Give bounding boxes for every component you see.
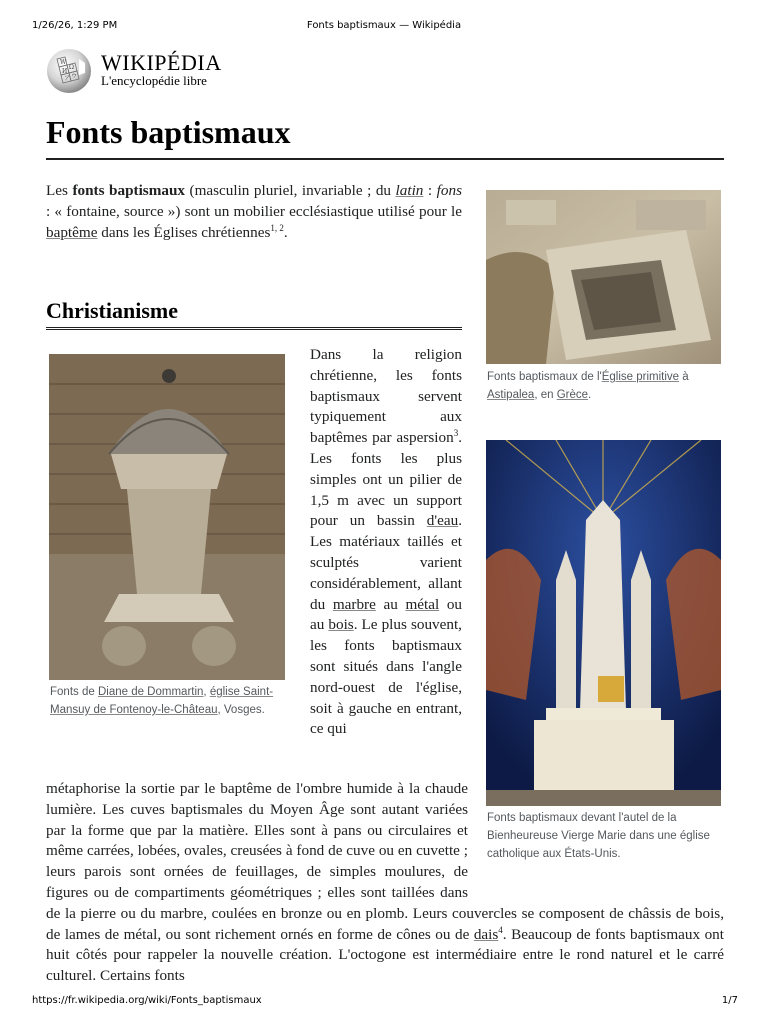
body-text: . Beaucoup de fonts baptismaux ont huit côtés pour rappeler la nouvelle création. L'octogone est intermédiaire entre le rond naturel et le carré culturel. Certains fonts [46,925,724,985]
wikipedia-tagline: L'encyclopédie libre [101,73,207,88]
link-latin[interactable]: latin [395,182,424,199]
float-spacer [468,779,724,883]
svg-text:W: W [60,59,67,66]
print-tab-title: Fonts baptismaux — Wikipédia [306,20,462,31]
svg-text:Ω: Ω [69,64,74,71]
figure-altar-image[interactable] [486,440,721,806]
svg-text:ア: ア [64,75,71,82]
caption-text: à [679,371,689,383]
intro-text: . [283,223,288,241]
section-divider [46,327,462,330]
caption-text: . [588,389,592,401]
col-text: au [375,595,406,613]
caption-text: Fonts de [50,686,98,698]
wikipedia-wordmark[interactable]: WIKIPÉDIA [101,50,222,75]
figure-dommartin-image[interactable] [49,354,285,680]
intro-text: : « fontaine, source ») sont un mobilier ecclésiastique utilisé pour le [46,202,462,220]
intro-text: Les [46,182,73,199]
link-dais[interactable]: dais [473,925,499,943]
link-marbre[interactable]: marbre [332,595,376,613]
link-metal[interactable]: métal [405,595,440,613]
figure-astipalea-caption [487,368,722,404]
intro-fons: fons [436,182,462,199]
caption-text: , [203,686,210,698]
col-text: . Le plus souvent, les fonts baptismaux sont situés dans l'angle nord-ouest de l'église, soit à gauche en entrant, ce qui [310,616,462,738]
print-url: https://fr.wikipedia.org/wiki/Fonts_baptismaux [32,995,262,1006]
figure-altar-caption: Fonts baptismaux devant l'autel de la Bienheureuse Vierge Marie dans une église catholique aux États-Unis. [487,812,710,860]
body-text: métaphorise la sortie par le baptême de l'ombre humide à la chaude lumière. Les cuves baptismales du Moyen Âge sont autant variées par la forme que par la matière. Elles sont à pans ou circulaires et même carrées, lobées, ovales, creusées à fond de cuve ou en cuvette ; leurs parois sont ornées de feuillages, de simples moulures, de figures ou de compartiments géométriques ; elles sont taillées dans de la pierre ou du marbre, coulées en bronze ou en plomb. Leurs couvercles se composent de châssis de bois, de lames de métal, ou sont richement ornés en forme de cônes ou de [46,780,724,943]
caption-text: , Vosges. [217,704,265,716]
svg-text:ウ: ウ [71,73,78,80]
page-title: Fonts baptismaux [46,114,291,150]
link-eau[interactable]: d'eau [426,512,459,530]
intro-bold-term: fonts baptismaux [72,182,185,199]
svg-text:И: И [62,68,68,75]
figure-astipalea-image[interactable] [486,190,721,364]
col-text: ou au [310,595,463,634]
ref-4[interactable]: 4 [498,924,503,935]
link-astipalea[interactable]: Astipalea [487,389,535,401]
intro-paragraph [46,181,462,243]
col-text: . Les fonts les plus simples ont un pilier de 1,5 m avec un support pour un bassin [310,429,462,530]
link-eglise-saint-mansuy[interactable]: église Saint-Mansuy de Fontenoy-le-Château [50,686,274,716]
col-text: . Les matériaux taillés et sculptés varient considérablement, allant du [310,512,462,613]
section-column-paragraph [310,345,462,740]
intro-text: (masculin pluriel, invariable ; du [185,182,396,199]
link-eglise-primitive[interactable]: Église primitive [601,371,680,383]
figure-dommartin-caption [50,683,286,719]
link-grece[interactable]: Grèce [556,389,589,401]
intro-text: dans les Églises chrétiennes [97,223,271,241]
intro-text: : [423,182,437,199]
link-bois[interactable]: bois [328,616,354,634]
title-divider [46,158,724,160]
ref-3[interactable]: 3 [453,428,459,439]
print-datetime: 1/26/26, 1:29 PM [32,20,118,31]
print-page-number: 1/7 [721,995,738,1006]
section-body-paragraph [46,779,724,987]
caption-text: , en [534,389,557,401]
ref-1-2[interactable]: 1, 2 [270,222,284,233]
link-bapteme[interactable]: baptême [46,223,98,241]
link-diane-de-dommartin[interactable]: Diane de Dommartin [97,686,204,698]
wikipedia-globe-icon[interactable] [45,47,93,95]
caption-text: Fonts baptismaux de l' [487,371,602,383]
col-text: Dans la religion chrétienne, les fonts baptismaux servent typiquement aux baptêmes par aspersion [310,346,462,447]
section-heading: Christianisme [46,298,178,323]
